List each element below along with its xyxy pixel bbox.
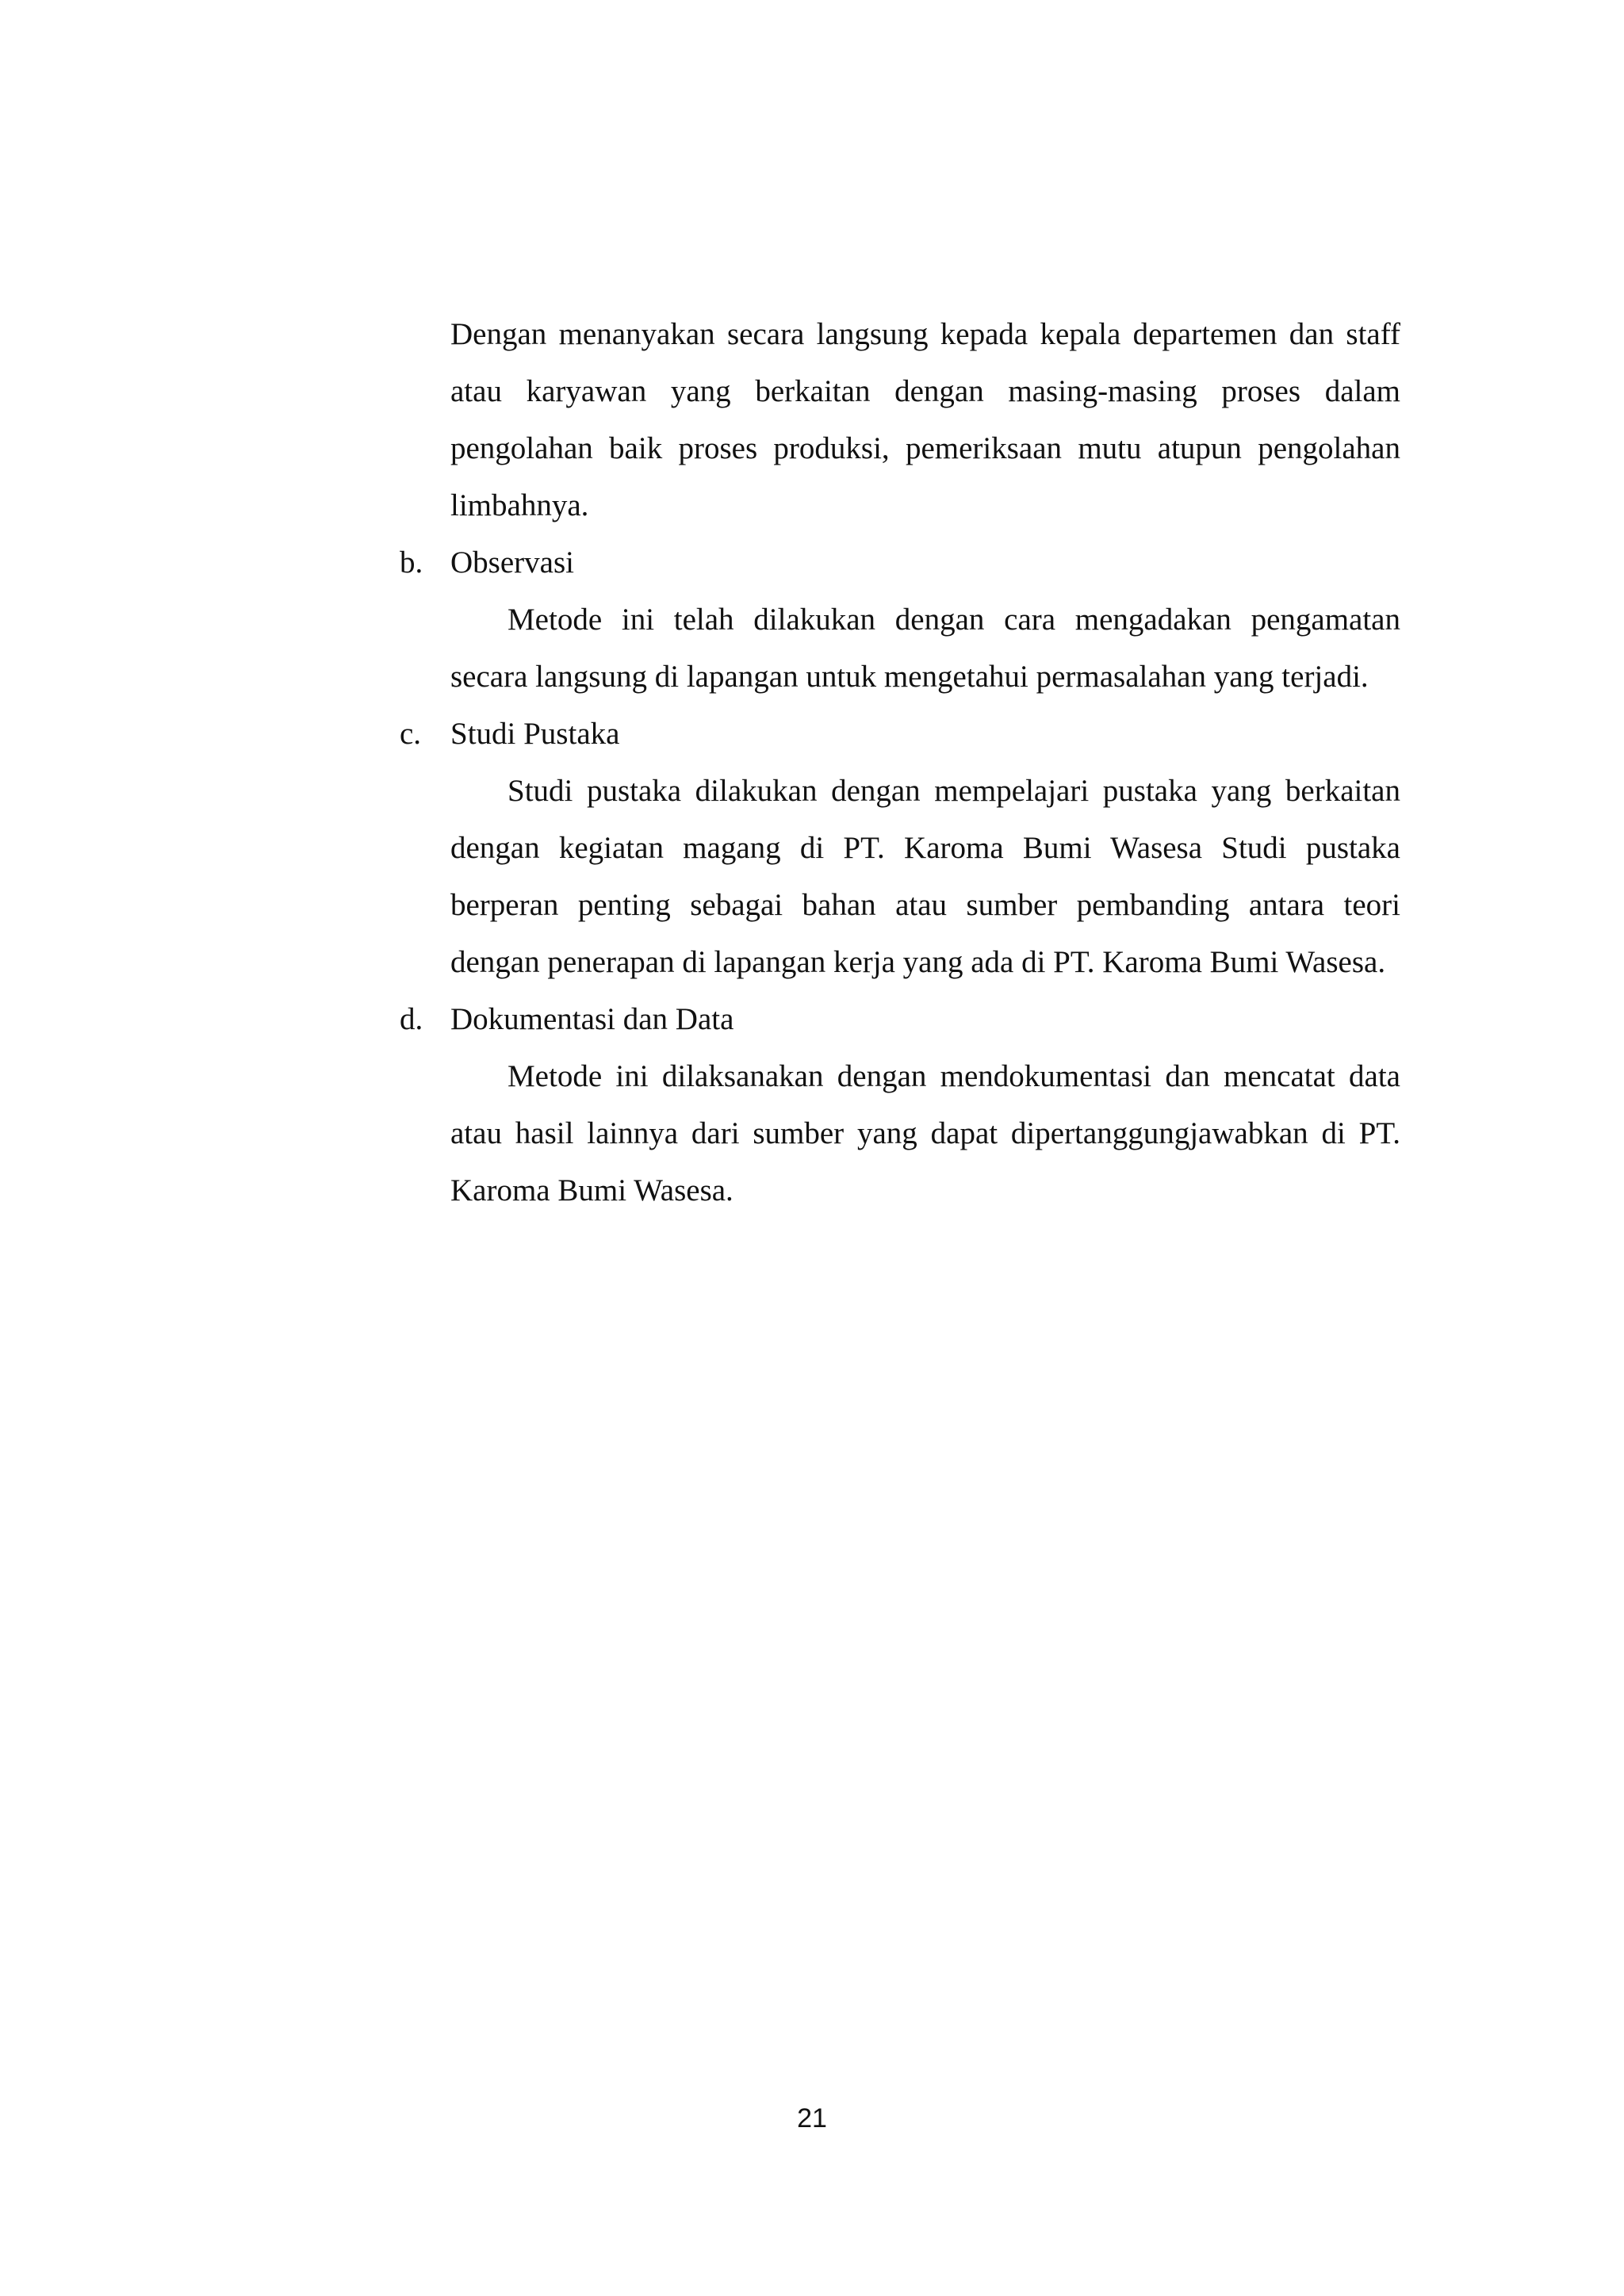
- list-item-heading: [400, 991, 1400, 1048]
- list-heading-text: Observasi: [450, 545, 574, 580]
- list-item-paragraph: Metode ini dilaksanakan dengan mendokumentasi dan mencatat data atau hasil lainnya dari sumber yang dapat dipertanggungjawabkan di PT. Karoma Bumi Wasesa.: [450, 1059, 1400, 1207]
- list-marker: b.: [400, 545, 423, 580]
- list-item-studi-pustaka: [400, 706, 1400, 991]
- page-number: 21: [797, 2103, 827, 2133]
- list-heading-text: Dokumentasi dan Data: [450, 1002, 734, 1036]
- list-item-heading: [400, 706, 1400, 763]
- list-heading-text: Studi Pustaka: [450, 717, 620, 751]
- list-marker: d.: [400, 1002, 423, 1036]
- page-content: [400, 306, 1400, 1219]
- list-item-paragraph: Metode ini telah dilakukan dengan cara mengadakan pengamatan secara langsung di lapangan untuk mengetahui permasalahan yang terjadi.: [450, 603, 1400, 694]
- list-item-paragraph: Studi pustaka dilakukan dengan mempelajari pustaka yang berkaitan dengan kegiatan magang di PT. Karoma Bumi Wasesa Studi pustaka berperan penting sebagai bahan atau sumber pembanding antara teori dengan penerapan di lapangan kerja yang ada di PT. Karoma Bumi Wasesa.: [450, 774, 1400, 979]
- list-item-heading: [400, 534, 1400, 591]
- list-item-observasi: [400, 534, 1400, 706]
- intro-paragraph: Dengan menanyakan secara langsung kepada kepala departemen dan staff atau karyawan yang berkaitan dengan masing-masing proses dalam pengolahan baik proses produksi, pemeriksaan mutu atupun pengolahan limbahnya.: [450, 317, 1400, 522]
- list-marker: c.: [400, 717, 422, 751]
- list-item-dokumentasi: [400, 991, 1400, 1219]
